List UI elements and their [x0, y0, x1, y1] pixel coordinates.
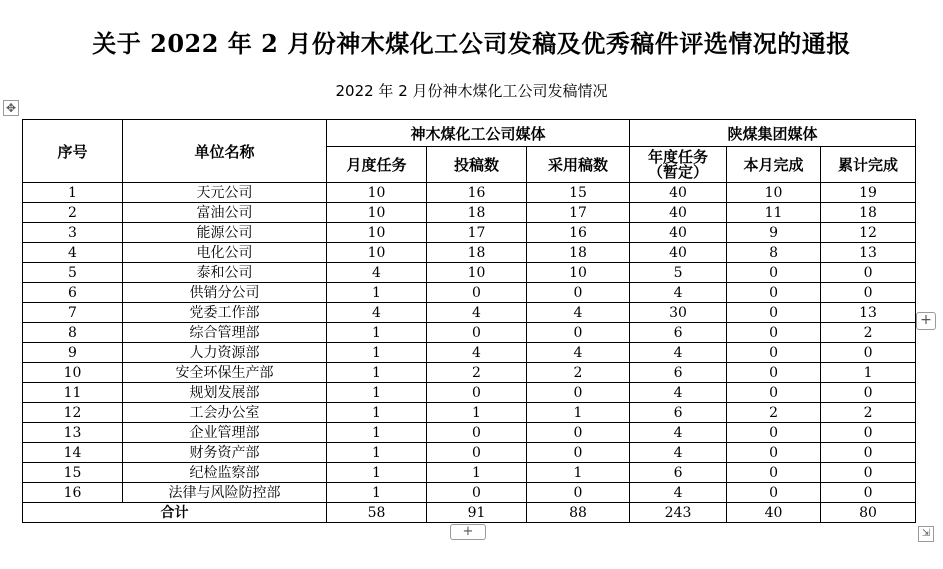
cell-annual-task[interactable]: 30 [630, 303, 727, 323]
total-monthly[interactable]: 58 [327, 503, 427, 523]
cell-seq[interactable]: 15 [23, 463, 123, 483]
table-caption: 2022 年 2 月份神木煤化工公司发稿情况 [335, 82, 608, 100]
cell-monthly-task[interactable]: 1 [327, 283, 427, 303]
cell-month-done[interactable]: 10 [727, 183, 821, 203]
cell-unit[interactable]: 天元公司 [123, 183, 327, 203]
cell-seq[interactable]: 1 [23, 183, 123, 203]
table-row [23, 303, 916, 323]
cell-cumulative[interactable]: 0 [821, 483, 916, 503]
cell-unit[interactable]: 电化公司 [123, 243, 327, 263]
cell-unit[interactable]: 供销分公司 [123, 283, 327, 303]
cell-monthly-task[interactable]: 1 [327, 403, 427, 423]
cell-adopted[interactable]: 0 [527, 323, 630, 343]
cell-adopted[interactable]: 0 [527, 283, 630, 303]
header-annual-task-line2: （暂定） [648, 162, 709, 181]
add-column-button[interactable]: + [916, 312, 936, 330]
table-body [23, 183, 916, 503]
header-seq: 序号 [23, 120, 123, 183]
header-group-group-media: 陕煤集团媒体 [630, 120, 916, 147]
header-annual-task-line1: 年度任务 [648, 147, 709, 166]
cell-annual-task[interactable]: 6 [630, 323, 727, 343]
cell-adopted[interactable]: 16 [527, 223, 630, 243]
cell-month-done[interactable]: 0 [727, 303, 821, 323]
cell-submitted[interactable]: 18 [427, 243, 527, 263]
cell-month-done[interactable]: 11 [727, 203, 821, 223]
cell-month-done[interactable]: 0 [727, 443, 821, 463]
table-row [23, 443, 916, 463]
cell-month-done[interactable]: 8 [727, 243, 821, 263]
header-month-done: 本月完成 [727, 147, 821, 183]
cell-cumulative[interactable]: 13 [821, 303, 916, 323]
cell-seq[interactable]: 5 [23, 263, 123, 283]
cell-monthly-task[interactable]: 4 [327, 303, 427, 323]
header-cumulative: 累计完成 [821, 147, 916, 183]
cell-month-done[interactable]: 0 [727, 423, 821, 443]
cell-cumulative[interactable]: 0 [821, 283, 916, 303]
cell-adopted[interactable]: 4 [527, 303, 630, 323]
cell-annual-task[interactable]: 4 [630, 423, 727, 443]
cell-month-done[interactable]: 2 [727, 403, 821, 423]
cell-seq[interactable]: 12 [23, 403, 123, 423]
cell-month-done[interactable]: 0 [727, 483, 821, 503]
cell-adopted[interactable]: 2 [527, 363, 630, 383]
table-row [23, 423, 916, 443]
cell-adopted[interactable]: 1 [527, 403, 630, 423]
cell-monthly-task[interactable]: 1 [327, 483, 427, 503]
table-row [23, 383, 916, 403]
table-row [23, 483, 916, 503]
table-row [23, 403, 916, 423]
header-adopted: 采用稿数 [527, 147, 630, 183]
cell-annual-task[interactable]: 4 [630, 343, 727, 363]
total-submitted[interactable]: 91 [427, 503, 527, 523]
cell-submitted[interactable]: 2 [427, 363, 527, 383]
cell-monthly-task[interactable]: 10 [327, 203, 427, 223]
cell-adopted[interactable]: 0 [527, 383, 630, 403]
cell-seq[interactable]: 9 [23, 343, 123, 363]
cell-annual-task[interactable]: 40 [630, 203, 727, 223]
cell-monthly-task[interactable]: 1 [327, 383, 427, 403]
table-resize-handle-icon[interactable]: ⇲ [918, 526, 934, 542]
cell-submitted[interactable]: 0 [427, 443, 527, 463]
total-row [23, 503, 916, 523]
cell-seq[interactable]: 14 [23, 443, 123, 463]
cell-submitted[interactable]: 0 [427, 483, 527, 503]
cell-seq[interactable]: 4 [23, 243, 123, 263]
table-row [23, 283, 916, 303]
cell-unit[interactable]: 企业管理部 [123, 423, 327, 443]
cell-annual-task[interactable]: 4 [630, 383, 727, 403]
cell-month-done[interactable]: 0 [727, 263, 821, 283]
cell-unit[interactable]: 纪检监察部 [123, 463, 327, 483]
cell-seq[interactable]: 8 [23, 323, 123, 343]
cell-submitted[interactable]: 1 [427, 403, 527, 423]
cell-adopted[interactable]: 18 [527, 243, 630, 263]
cell-monthly-task[interactable]: 1 [327, 463, 427, 483]
cell-monthly-task[interactable]: 4 [327, 263, 427, 283]
cell-monthly-task[interactable]: 10 [327, 223, 427, 243]
table-row [23, 343, 916, 363]
cell-submitted[interactable]: 0 [427, 423, 527, 443]
header-monthly-task: 月度任务 [327, 147, 427, 183]
cell-monthly-task[interactable]: 10 [327, 183, 427, 203]
cell-submitted[interactable]: 16 [427, 183, 527, 203]
cell-month-done[interactable]: 0 [727, 283, 821, 303]
cell-annual-task[interactable]: 5 [630, 263, 727, 283]
cell-month-done[interactable]: 0 [727, 383, 821, 403]
cell-adopted[interactable]: 4 [527, 343, 630, 363]
table-row [23, 203, 916, 223]
cell-cumulative[interactable]: 18 [821, 203, 916, 223]
add-row-button[interactable]: + [450, 524, 486, 540]
cell-unit[interactable]: 综合管理部 [123, 323, 327, 343]
cell-submitted[interactable]: 1 [427, 463, 527, 483]
cell-adopted[interactable]: 15 [527, 183, 630, 203]
cell-unit[interactable]: 党委工作部 [123, 303, 327, 323]
cell-submitted[interactable]: 18 [427, 203, 527, 223]
cell-seq[interactable]: 6 [23, 283, 123, 303]
cell-submitted[interactable]: 4 [427, 303, 527, 323]
cell-seq[interactable]: 16 [23, 483, 123, 503]
cell-submitted[interactable]: 0 [427, 323, 527, 343]
table-row [23, 323, 916, 343]
cell-cumulative[interactable]: 0 [821, 443, 916, 463]
header-annual-task [630, 147, 727, 183]
cell-unit[interactable]: 法律与风险防控部 [123, 483, 327, 503]
cell-submitted[interactable]: 4 [427, 343, 527, 363]
cell-submitted[interactable]: 0 [427, 383, 527, 403]
total-annual[interactable]: 243 [630, 503, 727, 523]
cell-seq[interactable]: 10 [23, 363, 123, 383]
cell-seq[interactable]: 7 [23, 303, 123, 323]
document-title: 关于 2022 年 2 月份神木煤化工公司发稿及优秀稿件评选情况的通报 [92, 29, 851, 58]
cell-unit[interactable]: 人力资源部 [123, 343, 327, 363]
header-submitted: 投稿数 [427, 147, 527, 183]
cell-monthly-task[interactable]: 1 [327, 323, 427, 343]
cell-cumulative[interactable]: 2 [821, 323, 916, 343]
cell-annual-task[interactable]: 4 [630, 443, 727, 463]
cell-unit[interactable]: 富油公司 [123, 203, 327, 223]
table-row [23, 263, 916, 283]
cell-cumulative[interactable]: 1 [821, 363, 916, 383]
total-cumulative[interactable]: 80 [821, 503, 916, 523]
cell-month-done[interactable]: 9 [727, 223, 821, 243]
cell-cumulative[interactable]: 13 [821, 243, 916, 263]
cell-month-done[interactable]: 0 [727, 323, 821, 343]
cell-annual-task[interactable]: 40 [630, 183, 727, 203]
cell-unit[interactable]: 安全环保生产部 [123, 363, 327, 383]
cell-submitted[interactable]: 0 [427, 283, 527, 303]
cell-annual-task[interactable]: 6 [630, 363, 727, 383]
cell-adopted[interactable]: 0 [527, 483, 630, 503]
cell-unit[interactable]: 工会办公室 [123, 403, 327, 423]
cell-monthly-task[interactable]: 1 [327, 343, 427, 363]
header-unit-name: 单位名称 [123, 120, 327, 183]
cell-monthly-task[interactable]: 1 [327, 363, 427, 383]
cell-month-done[interactable]: 0 [727, 363, 821, 383]
cell-submitted[interactable]: 10 [427, 263, 527, 283]
cell-unit[interactable]: 能源公司 [123, 223, 327, 243]
total-adopted[interactable]: 88 [527, 503, 630, 523]
cell-cumulative[interactable]: 0 [821, 423, 916, 443]
cell-seq[interactable]: 3 [23, 223, 123, 243]
cell-adopted[interactable]: 17 [527, 203, 630, 223]
cell-adopted[interactable]: 0 [527, 443, 630, 463]
cell-cumulative[interactable]: 2 [821, 403, 916, 423]
cell-annual-task[interactable]: 40 [630, 243, 727, 263]
cell-adopted[interactable]: 1 [527, 463, 630, 483]
total-month-done[interactable]: 40 [727, 503, 821, 523]
cell-monthly-task[interactable]: 10 [327, 243, 427, 263]
cell-cumulative[interactable]: 0 [821, 383, 916, 403]
cell-annual-task[interactable]: 40 [630, 223, 727, 243]
cell-monthly-task[interactable]: 1 [327, 443, 427, 463]
cell-adopted[interactable]: 10 [527, 263, 630, 283]
cell-annual-task[interactable]: 4 [630, 283, 727, 303]
cell-cumulative[interactable]: 19 [821, 183, 916, 203]
table-row [23, 463, 916, 483]
cell-month-done[interactable]: 0 [727, 463, 821, 483]
cell-cumulative[interactable]: 0 [821, 263, 916, 283]
table-row [23, 183, 916, 203]
cell-seq[interactable]: 11 [23, 383, 123, 403]
cell-cumulative[interactable]: 0 [821, 463, 916, 483]
cell-unit[interactable]: 财务资产部 [123, 443, 327, 463]
table-row [23, 243, 916, 263]
cell-unit[interactable]: 泰和公司 [123, 263, 327, 283]
cell-cumulative[interactable]: 0 [821, 343, 916, 363]
report-table [22, 119, 916, 523]
cell-annual-task[interactable]: 4 [630, 483, 727, 503]
cell-month-done[interactable]: 0 [727, 343, 821, 363]
header-group-company-media: 神木煤化工公司媒体 [327, 120, 630, 147]
cell-seq[interactable]: 13 [23, 423, 123, 443]
header-row-groups [23, 120, 916, 147]
cell-adopted[interactable]: 0 [527, 423, 630, 443]
cell-unit[interactable]: 规划发展部 [123, 383, 327, 403]
table-row [23, 223, 916, 243]
cell-annual-task[interactable]: 6 [630, 463, 727, 483]
table-row [23, 363, 916, 383]
cell-submitted[interactable]: 17 [427, 223, 527, 243]
table-move-handle-icon[interactable]: ✥ [3, 100, 19, 116]
cell-cumulative[interactable]: 12 [821, 223, 916, 243]
cell-seq[interactable]: 2 [23, 203, 123, 223]
cell-annual-task[interactable]: 6 [630, 403, 727, 423]
cell-monthly-task[interactable]: 1 [327, 423, 427, 443]
total-label[interactable]: 合计 [23, 503, 327, 523]
